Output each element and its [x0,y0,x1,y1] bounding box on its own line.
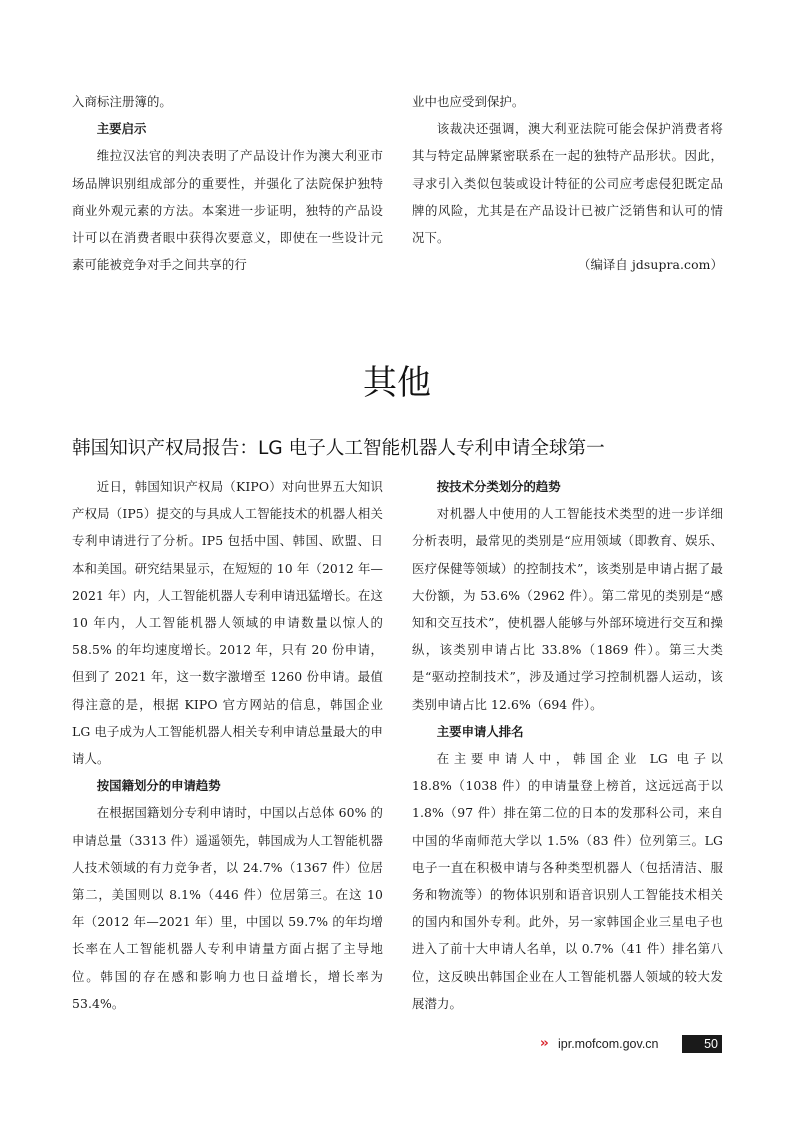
page-number: 50 [682,1035,722,1053]
double-chevron-right-icon: ›› [540,1036,547,1051]
section-title: 其他 [363,363,431,403]
paragraph: 在主要申请人中，韩国企业 LG 电子以 18.8%（1038 件）的申请量登上榜首，这远远高于以 1.8%（97 件）排在第二位的日本的发那科公司，来自中国的华南师范大学以 1.5%（83 件）位列第三。LG 电子一直在积极申请与各种类型机器人（包括清洁、服务和物流等）的物体识别和语音识别人工智能技术相关的国内和国外专利。此外，另一家韩国企业三星电子也进入了前十大申请人名单，以 0.7%（41 件）排名第八位，这反映出韩国企业在人工智能机器人领域的较大发展潜力。 [412,751,723,1011]
paragraph: 近日，韩国知识产权局（KIPO）对向世界五大知识产权局（IP5）提交的与具成人工智能技术的机器人相关专利申请进行了分析。IP5 包括中国、韩国、欧盟、日本和美国。研究结果显示，在短短的 10 年（2012 年—2021 年）内，人工智能机器人专利申请迅猛增长。在这 10 年内，人工智能机器人领域的申请数量以惊人的 58.5% 的年均速度增长。2012 年，只有 20 份申请，但到了 2021 年，这一数字激增至 1260 份申请。最值得注意的是，根据 KIPO 官方网站的信息，韩国企业 LG 电子成为人工智能机器人相关专利申请总量最大的申请人。 [72,479,383,767]
article-title: 韩国知识产权局报告：LG 电子人工智能机器人专利申请全球第一 [72,438,605,459]
section-heading: 按国籍划分的申请趋势 [96,778,221,794]
section-heading: 按技术分类划分的趋势 [436,479,561,494]
source-credit: （编译自 jdsupra.com） [577,257,723,273]
section-heading: 主要申请人排名 [436,723,524,739]
section-heading: 主要启示 [96,121,147,137]
top-left-column [72,88,383,278]
top-right-column [412,88,723,278]
website-url[interactable]: ipr.mofcom.gov.cn [558,1037,659,1051]
paragraph: 入商标注册簿的。 [72,94,172,109]
paragraph: 在根据国籍划分专利申请时，中国以占总体 60% 的申请总量（3313 件）遥遥领先，韩国成为人工智能机器人技术领域的有力竞争者，以 24.7%（1367 件）位居第二，美国则以 8.1%（446 件）位居第三。在这 10 年（2012 年—2021 年）里，中国以 59.7% 的年均增长率在人工智能机器人专利申请量方面占据了主导地位。韩国的存在感和影响力也日益增长，增长率为 53.4%。 [72,805,383,1011]
paragraph: 对机器人中使用的人工智能技术类型的进一步详细分析表明，最常见的类别是“应用领域（即教育、娱乐、医疗保健等领域）的控制技术”，该类别是申请占据了最大份额，为 53.6%（2962 件）。第二常见的类别是“感知和交互技术”，使机器人能够与外部环境进行交互和操纵，该类别申请占比 33.8%（1869 件）。第三大类是“驱动控制技术”，涉及通过学习控制机器人运动，该类别申请占比 12.6%（694 件）。 [412,506,723,712]
page-footer [540,1034,722,1054]
article-left-column [72,473,383,1017]
article-right-column [412,473,723,1017]
paragraph: 业中也应受到保护。 [412,94,525,109]
paragraph: 维拉汉法官的判决表明了产品设计作为澳大利亚市场品牌识别组成部分的重要性，并强化了法院保护独特商业外观元素的方法。本案进一步证明，独特的产品设计可以在消费者眼中获得次要意义，即使在一些设计元素可能被竞争对手之间共享的行 [72,148,383,273]
paragraph: 该裁决还强调，澳大利亚法院可能会保护消费者将其与特定品牌紧密联系在一起的独特产品形状。因此，寻求引入类似包装或设计特征的公司应考虑侵犯既定品牌的风险，尤其是在产品设计已被广泛销售和认可的情况下。 [412,121,723,246]
